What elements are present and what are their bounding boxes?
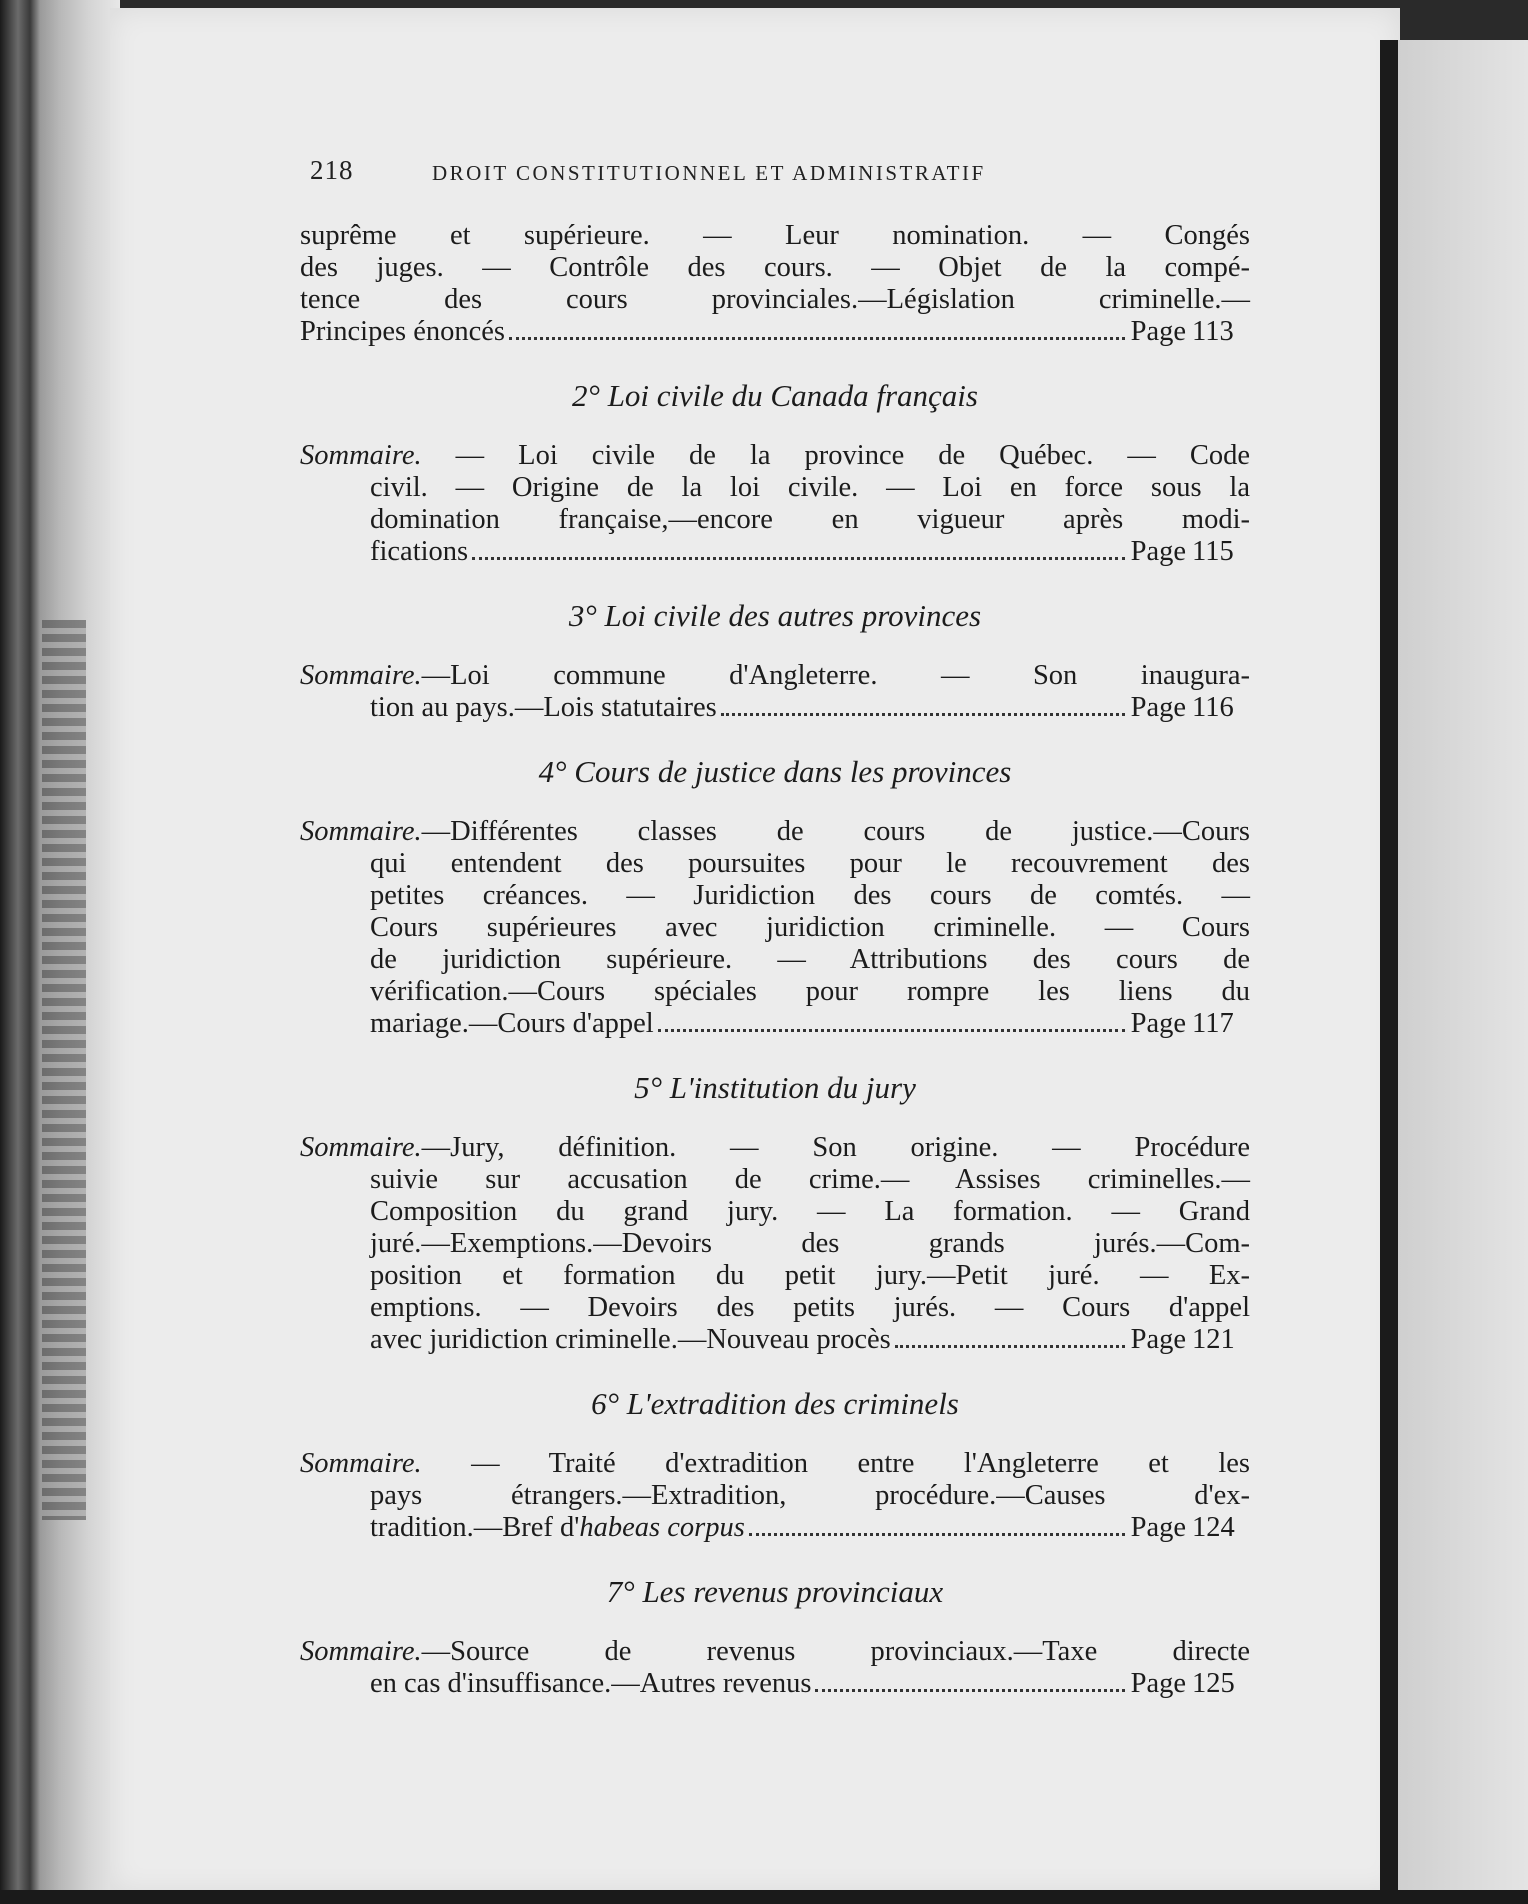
entry-line: Composition du grand jury. — La formation. — Grand bbox=[370, 1196, 1250, 1227]
sommaire-label: Sommaire. bbox=[300, 1636, 422, 1667]
entry-line: petites créances. — Juridiction des cours de comtés. — bbox=[370, 880, 1250, 911]
page-reference bbox=[1131, 1512, 1250, 1544]
entry-line: des juges. — Contrôle des cours. — Objet de la compé- bbox=[300, 252, 1250, 283]
toc-entry bbox=[300, 1070, 1250, 1356]
book-spine-left bbox=[0, 0, 120, 1904]
page-reference bbox=[1131, 316, 1250, 348]
toc-entry bbox=[300, 378, 1250, 568]
entry-last-line bbox=[300, 1512, 1250, 1544]
page-label: Page bbox=[1130, 692, 1186, 723]
entry-text: avec juridiction criminelle.—Nouveau procès bbox=[370, 1324, 891, 1355]
page-label: Page bbox=[1130, 1324, 1186, 1355]
entry-line: qui entendent des poursuites pour le recouvrement des bbox=[370, 848, 1250, 879]
sommaire-label: Sommaire. bbox=[300, 660, 422, 691]
page-label: Page bbox=[1130, 536, 1186, 567]
entry-text: — Loi civile de la province de Québec. — Code bbox=[421, 440, 1250, 471]
entry-text: —Loi commune d'Angleterre. — Son inaugura- bbox=[421, 660, 1250, 691]
entry-last-line bbox=[300, 1008, 1250, 1040]
entry-last-line bbox=[300, 536, 1250, 568]
page-reference bbox=[1131, 692, 1250, 724]
table-of-contents bbox=[300, 220, 1250, 1700]
dot-leader bbox=[472, 557, 1124, 560]
entry-line: pays étrangers.—Extradition, procédure.—Causes d'ex- bbox=[370, 1480, 1250, 1511]
toc-entry bbox=[300, 598, 1250, 724]
section-heading: 5° L'institution du jury bbox=[634, 1070, 916, 1105]
entry-text: en cas d'insuffisance.—Autres revenus bbox=[370, 1668, 812, 1699]
page-reference bbox=[1131, 1324, 1250, 1356]
page-number-ref: 116 bbox=[1192, 692, 1234, 723]
facing-page-edge bbox=[1398, 40, 1528, 1904]
entry-text: Principes énoncés bbox=[300, 316, 505, 347]
entry-line: suivie sur accusation de crime.— Assises criminelles.— bbox=[370, 1164, 1250, 1195]
entry-text: tradition.—Bref d'habeas corpus bbox=[370, 1512, 745, 1543]
entry-line: domination française,—encore en vigueur après modi- bbox=[370, 504, 1250, 535]
page-label: Page bbox=[1130, 316, 1186, 347]
entry-line: Cours supérieures avec juridiction criminelle. — Cours bbox=[370, 912, 1250, 943]
entry-line: vérification.—Cours spéciales pour rompre les liens du bbox=[370, 976, 1250, 1007]
entry-text: — Traité d'extradition entre l'Angleterre et les bbox=[421, 1448, 1250, 1479]
entry-line: tence des cours provinciales.—Législation criminelle.— bbox=[300, 284, 1250, 315]
page-reference bbox=[1131, 1668, 1250, 1700]
page-number-ref: 121 bbox=[1192, 1324, 1235, 1355]
section-heading: 2° Loi civile du Canada français bbox=[572, 378, 978, 413]
page-number-ref: 125 bbox=[1192, 1668, 1235, 1699]
entry-line: juré.—Exemptions.—Devoirs des grands jurés.—Com- bbox=[370, 1228, 1250, 1259]
dot-leader bbox=[815, 1689, 1124, 1692]
page-number: 218 bbox=[310, 155, 354, 185]
sommaire-label: Sommaire. bbox=[300, 440, 422, 471]
toc-entry bbox=[300, 1386, 1250, 1544]
entry-line bbox=[300, 660, 1250, 692]
section-heading: 7° Les revenus provinciaux bbox=[606, 1574, 944, 1609]
entry-line: emptions. — Devoirs des petits jurés. — Cours d'appel bbox=[370, 1292, 1250, 1323]
entry-line bbox=[300, 1132, 1250, 1164]
dot-leader bbox=[749, 1533, 1125, 1536]
dot-leader bbox=[721, 713, 1125, 716]
page-number-ref: 124 bbox=[1192, 1512, 1235, 1543]
sommaire-label: Sommaire. bbox=[300, 816, 422, 847]
toc-entry bbox=[300, 1574, 1250, 1700]
running-title: DROIT CONSTITUTIONNEL ET ADMINISTRATIF bbox=[432, 161, 986, 185]
page-header bbox=[310, 155, 1240, 195]
entry-last-line bbox=[300, 316, 1250, 348]
sommaire-label: Sommaire. bbox=[300, 1448, 422, 1479]
toc-entry bbox=[300, 220, 1250, 348]
page-label: Page bbox=[1130, 1512, 1186, 1543]
section-heading: 3° Loi civile des autres provinces bbox=[568, 598, 982, 633]
entry-last-line bbox=[300, 692, 1250, 724]
sommaire-label: Sommaire. bbox=[300, 1132, 422, 1163]
entry-text: tion au pays.—Lois statutaires bbox=[370, 692, 717, 723]
page-reference bbox=[1131, 536, 1250, 568]
dot-leader bbox=[509, 337, 1125, 340]
italic-term: habeas corpus bbox=[579, 1512, 745, 1543]
page-number-ref: 117 bbox=[1192, 1008, 1234, 1039]
entry-text: —Différentes classes de cours de justice.—Cours bbox=[421, 816, 1250, 847]
toc-entry bbox=[300, 754, 1250, 1040]
bottom-shadow bbox=[0, 1890, 1528, 1904]
page-number-ref: 113 bbox=[1192, 316, 1234, 347]
page-label: Page bbox=[1130, 1668, 1186, 1699]
entry-text: fications bbox=[370, 536, 469, 567]
entry-text: —Source de revenus provinciaux.—Taxe directe bbox=[421, 1636, 1250, 1667]
page-gutter-shadow bbox=[1380, 40, 1398, 1890]
dot-leader bbox=[658, 1029, 1125, 1032]
entry-last-line bbox=[300, 1668, 1250, 1700]
entry-text: mariage.—Cours d'appel bbox=[370, 1008, 654, 1039]
entry-line bbox=[300, 1448, 1250, 1480]
spine-edge-strip bbox=[42, 620, 86, 1520]
entry-line: de juridiction supérieure. — Attributions des cours de bbox=[370, 944, 1250, 975]
page-label: Page bbox=[1130, 1008, 1186, 1039]
section-heading: 4° Cours de justice dans les provinces bbox=[538, 754, 1012, 789]
entry-line: civil. — Origine de la loi civile. — Loi en force sous la bbox=[370, 472, 1250, 503]
section-heading: 6° L'extradition des criminels bbox=[591, 1386, 959, 1421]
entry-line: suprême et supérieure. — Leur nomination. — Congés bbox=[300, 220, 1250, 251]
page-number-ref: 115 bbox=[1192, 536, 1234, 567]
page-reference bbox=[1131, 1008, 1250, 1040]
entry-line bbox=[300, 440, 1250, 472]
entry-line bbox=[300, 816, 1250, 848]
entry-line: position et formation du petit jury.—Petit juré. — Ex- bbox=[370, 1260, 1250, 1291]
entry-line bbox=[300, 1636, 1250, 1668]
dot-leader bbox=[895, 1345, 1125, 1348]
entry-text: —Jury, définition. — Son origine. — Procédure bbox=[421, 1132, 1250, 1163]
entry-last-line bbox=[300, 1324, 1250, 1356]
